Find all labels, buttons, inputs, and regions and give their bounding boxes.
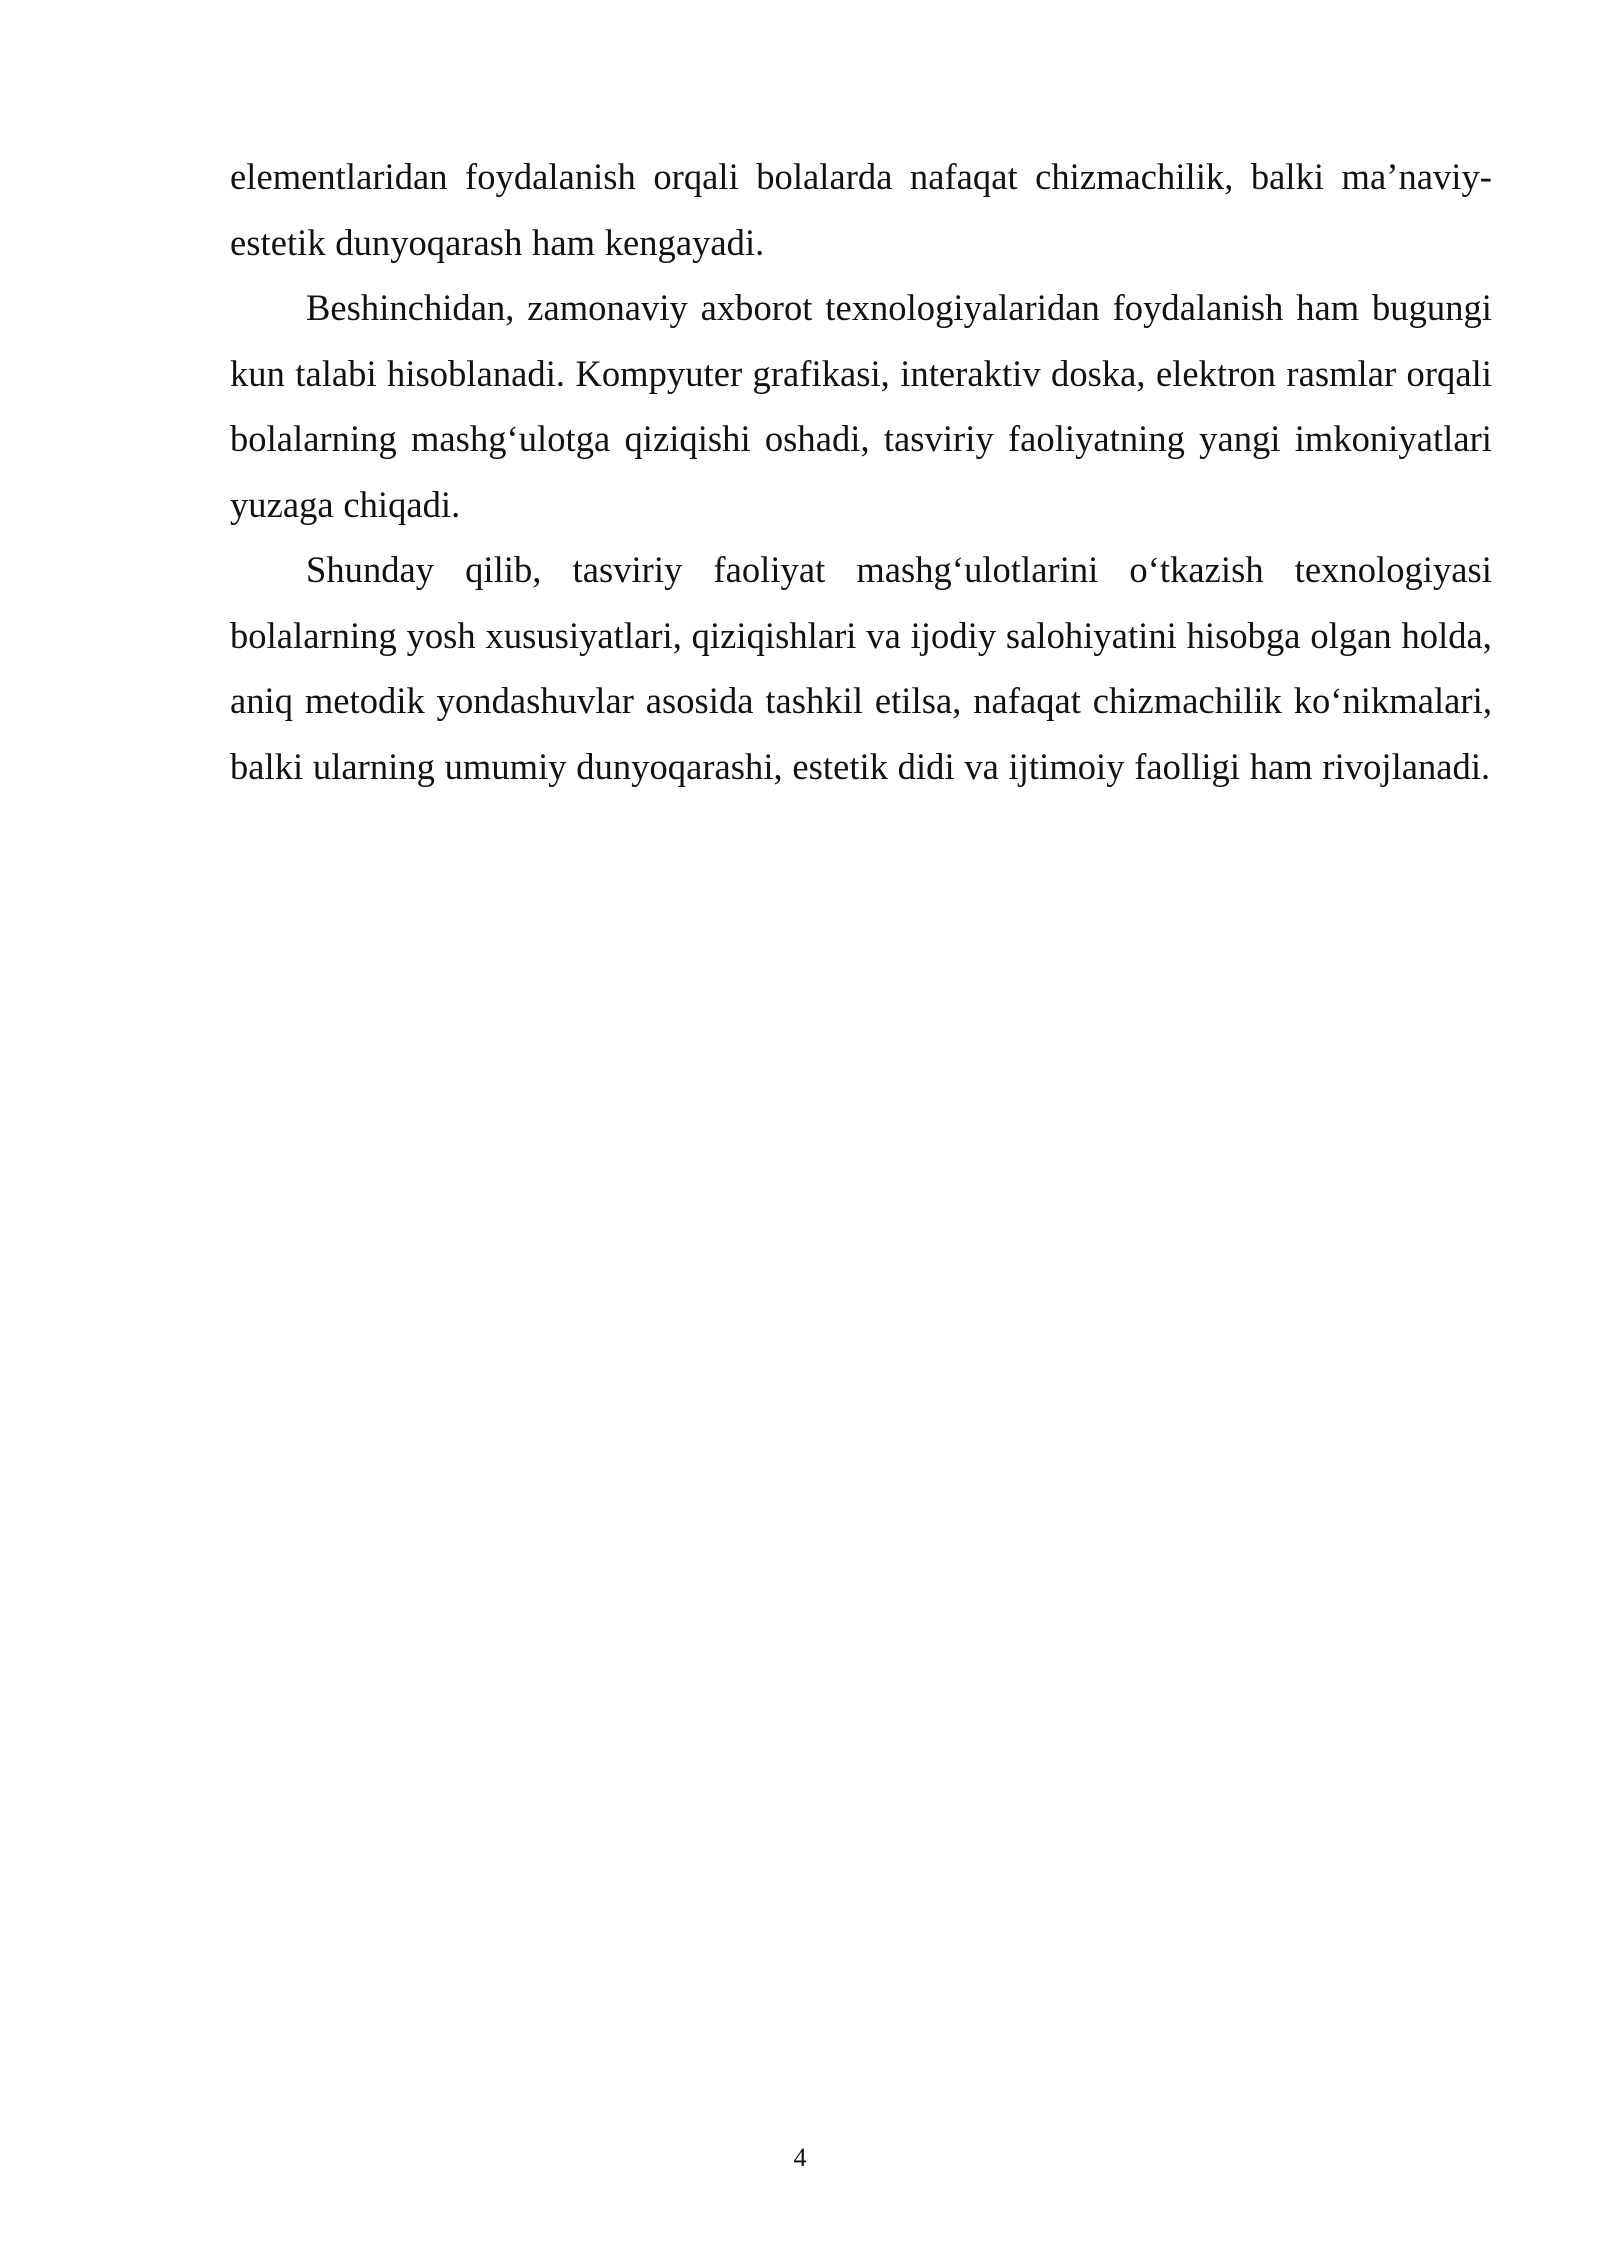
body-text (230, 144, 1492, 799)
page-number: 4 (793, 2143, 807, 2172)
paragraph-3: Shunday qilib, tasviriy faoliyat mashg‘ulotlarini o‘tkazish texnologiyasi bolalarning yosh xususiyatlari, qiziqishlari va ijodiy salohiyatini hisobga olgan holda, aniq metodik yondashuvlar asosida tashkil etilsa, nafaqat chizmachilik ko‘nikmalari, balki ularning umumiy dunyoqarashi, estetik didi va ijtimoiy faolligi ham rivojlanadi. (230, 549, 1492, 787)
paragraph-2: Beshinchidan, zamonaviy axborot texnologiyalaridan foydalanish ham bugungi kun talabi hisoblanadi. Kompyuter grafikasi, interaktiv doska, elektron rasmlar orqali bolalarning mashg‘ulotga qiziqishi oshadi, tasviriy faoliyatning yangi imkoniyatlari yuzaga chiqadi. (230, 287, 1492, 525)
paragraph-1: elementlaridan foydalanish orqali bolalarda nafaqat chizmachilik, balki ma’naviy-estetik dunyoqarash ham kengayadi. (230, 156, 1492, 263)
